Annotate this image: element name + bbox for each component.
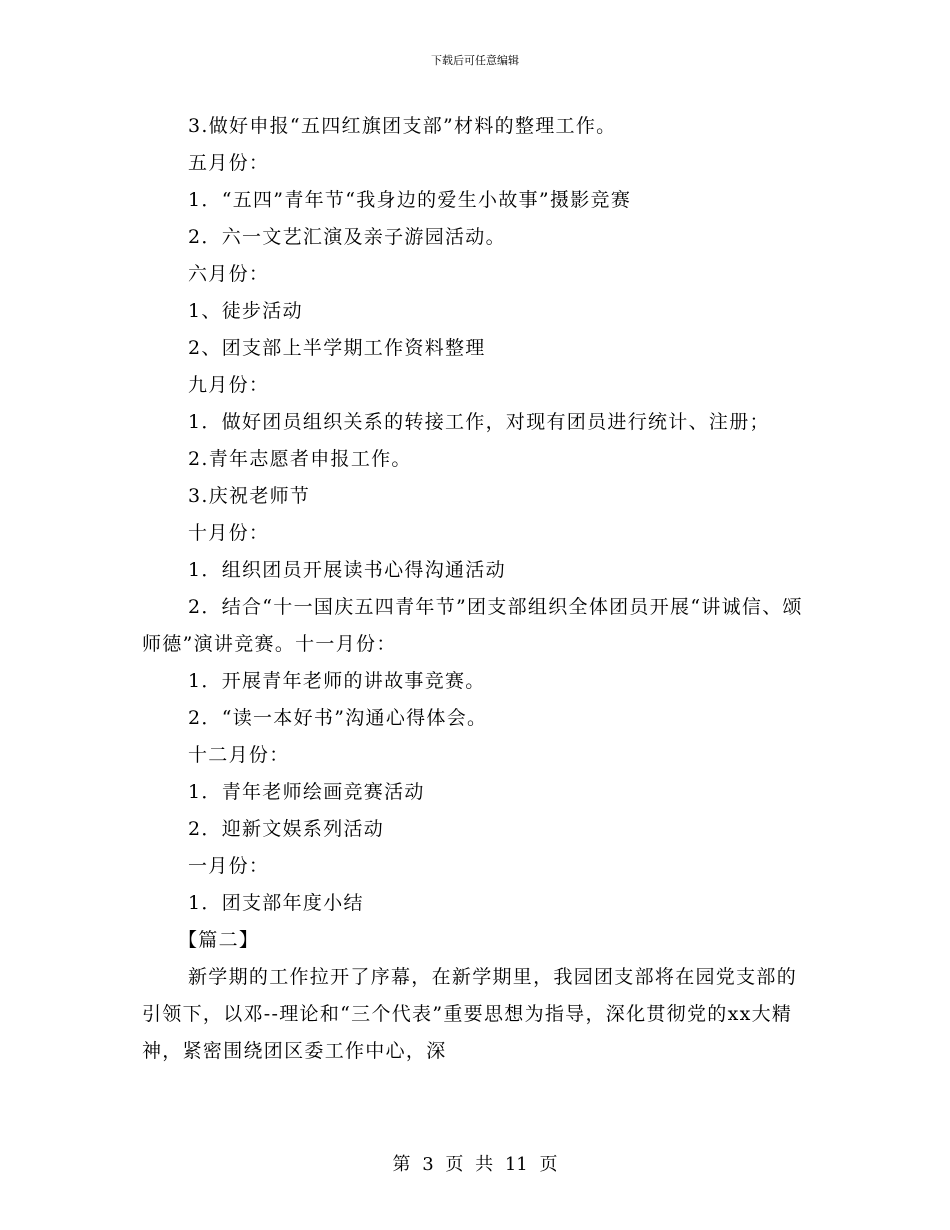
- line-item: 2．“读一本好书”沟通心得体会。: [188, 707, 488, 729]
- wrapped-paragraph: 2．结合“十一国庆五四青年节”团支部组织全体团员开展“讲诚信、颂师德”演讲竞赛。十一月份：: [142, 596, 803, 655]
- body-paragraph: 新学期的工作拉开了序幕，在新学期里，我园团支部将在园党支部的引领下，以邓--理论和“三个代表”重要思想为指导，深化贯彻党的xx大精神，紧密围绕团区委工作中心，深: [142, 966, 798, 1062]
- line-item: 1．青年老师绘画竞赛活动: [188, 781, 425, 803]
- line-item: 2、团支部上半学期工作资料整理: [188, 337, 486, 359]
- month-heading: 五月份：: [188, 152, 270, 174]
- page-header: 下载后可任意编辑: [431, 54, 519, 67]
- line-item: 2．迎新文娱系列活动: [188, 818, 385, 840]
- page-footer: 第 3 页 共 11 页: [392, 1154, 558, 1175]
- line-item: 2．六一文艺汇演及亲子游园活动。: [188, 226, 506, 248]
- line-item: 1．组织团员开展读书心得沟通活动: [188, 559, 506, 581]
- month-heading: 九月份：: [188, 374, 270, 396]
- line-item: 1．开展青年老师的讲故事竞赛。: [188, 670, 486, 692]
- document-body: [142, 108, 812, 1070]
- line-item: 1．团支部年度小结: [188, 892, 364, 914]
- line-item: 3.做好申报“五四红旗团支部”材料的整理工作。: [188, 115, 617, 137]
- line-item: 1．做好团员组织关系的转接工作，对现有团员进行统计、注册；: [188, 411, 770, 433]
- line-item: 2.青年志愿者申报工作。: [188, 448, 412, 470]
- month-heading: 十月份：: [188, 522, 270, 544]
- line-item: 1．“五四”青年节“我身边的爱生小故事”摄影竞赛: [188, 189, 632, 211]
- section-heading: 【篇二】: [178, 929, 260, 951]
- line-item: 3.庆祝老师节: [188, 485, 311, 507]
- line-item: 1、徒步活动: [188, 300, 303, 322]
- month-heading: 十二月份：: [188, 744, 290, 766]
- month-heading: 一月份：: [188, 855, 270, 877]
- month-heading: 六月份：: [188, 263, 270, 285]
